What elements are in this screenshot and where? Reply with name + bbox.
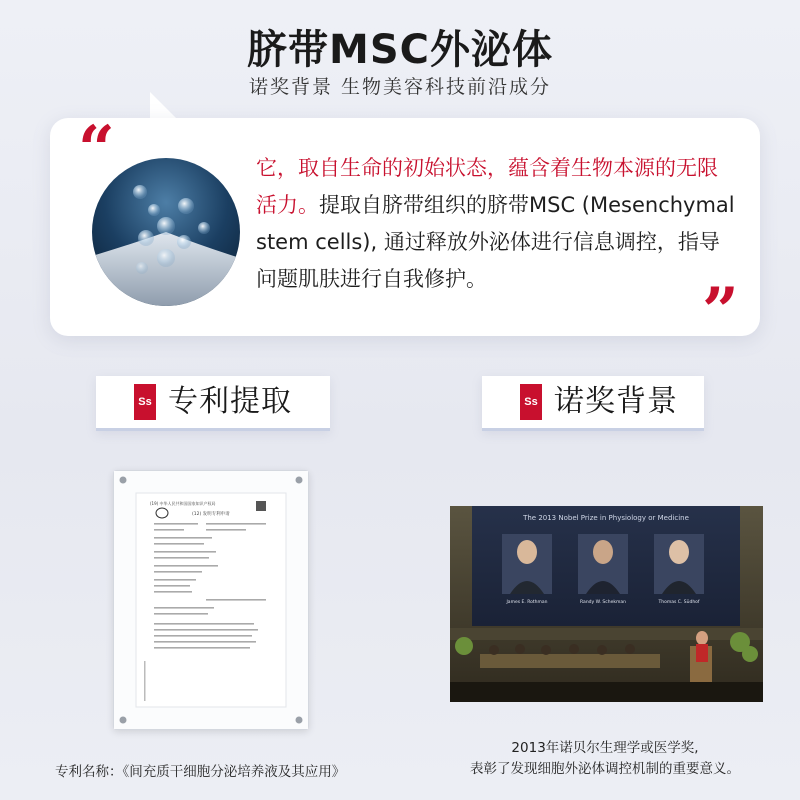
laureate-name: Thomas C. Südhof [658,600,700,605]
section-tab-nobel [482,376,704,431]
page-title: 脐带MSC外泌体 [247,27,553,73]
intro-text [256,150,736,298]
patent-caption: 专利名称：《间充质干细胞分泌培养液及其应用》 [55,764,346,780]
speech-bubble-tail [150,92,178,120]
patent-header-line: (19) 中华人民共和国国家知识产权局 [150,501,216,506]
cell-image [92,158,240,306]
section-label-patent: 专利提取 [168,384,292,419]
nobel-caption-line: 2013年诺贝尔生理学或医学奖, [511,740,699,756]
section-label-nobel: 诺奖背景 [554,384,678,419]
laureate-name: James E. Rothman [506,600,548,605]
nobel-ceremony-photo [450,506,763,702]
nobel-caption-line: 表彰了发现细胞外泌体调控机制的重要意义。 [470,761,740,777]
quote-open-icon: “ [78,112,115,187]
nobel-caption [430,738,780,780]
quote-close-icon: ” [702,274,739,349]
patent-doc-type: (12) 发明专利申请 [192,512,230,517]
intro-body: 提取自脐带组织的脐带MSC (Mesenchymal stem cells), 通过释放外泌体进行信息调控，指导问题肌肤进行自我修护。 [256,193,735,291]
intro-highlight: 它，取自生命的初始状态，蕴含着生物本源的无限活力。 [256,156,718,217]
patent-document-image [113,470,309,730]
page-subtitle: 诺奖背景 生物美容科技前沿成分 [248,76,552,98]
laureate-name: Randy W. Schekman [580,600,626,605]
nobel-slide-title: The 2013 Nobel Prize in Physiology or Medicine [523,514,689,522]
section-tab-patent [96,376,330,431]
ss-badge-icon: Ss [520,384,542,420]
ss-badge-icon: Ss [134,384,156,420]
